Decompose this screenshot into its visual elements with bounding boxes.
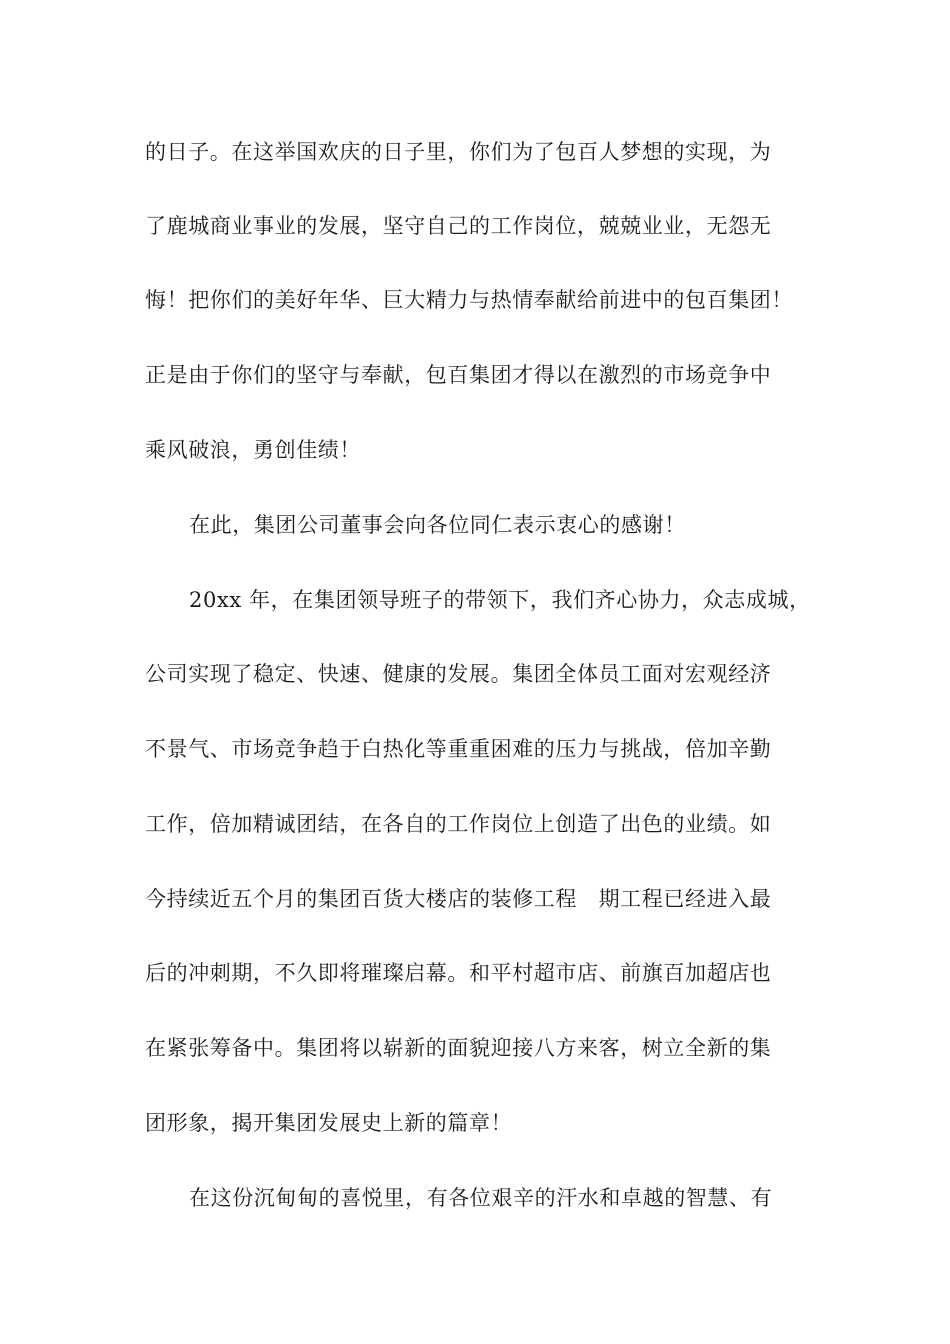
text-line: 乘风破浪，勇创佳绩！	[145, 438, 361, 462]
text-line: 20xx 年，在集团领导班子的带领下，我们齐心协力，众志成城，	[189, 588, 811, 612]
text-line: 在紧张筹备中。集团将以崭新的面貌迎接八方来客，树立全新的集	[145, 1036, 772, 1060]
text-line: 今持续近五个月的集团百货大楼店的装修工程 期工程已经进入最	[145, 887, 772, 911]
text-line: 正是由于你们的坚守与奉献，包百集团才得以在激烈的市场竞争中	[145, 363, 772, 387]
text-line: 在此，集团公司董事会向各位同仁表示衷心的感谢！	[189, 513, 686, 537]
text-line: 团形象，揭开集团发展史上新的篇章！	[145, 1111, 513, 1135]
text-line: 的日子。在这举国欢庆的日子里，你们为了包百人梦想的实现，为	[145, 140, 772, 164]
text-line: 在这份沉甸甸的喜悦里，有各位艰辛的汗水和卓越的智慧、有	[189, 1186, 773, 1210]
text-line: 不景气、市场竞争趋于白热化等重重困难的压力与挑战，倍加辛勤	[145, 737, 772, 761]
text-line: 了鹿城商业事业的发展，坚守自己的工作岗位，兢兢业业，无怨无	[145, 214, 772, 238]
text-line: 工作，倍加精诚团结，在各自的工作岗位上创造了出色的业绩。如	[145, 812, 772, 836]
text-line: 悔！把你们的美好年华、巨大精力与热情奉献给前进中的包百集团！	[145, 288, 793, 312]
text-line: 后的冲刺期，不久即将璀璨启幕。和平村超市店、前旗百加超店也	[145, 961, 772, 985]
text-line: 公司实现了稳定、快速、健康的发展。集团全体员工面对宏观经济	[145, 662, 772, 686]
